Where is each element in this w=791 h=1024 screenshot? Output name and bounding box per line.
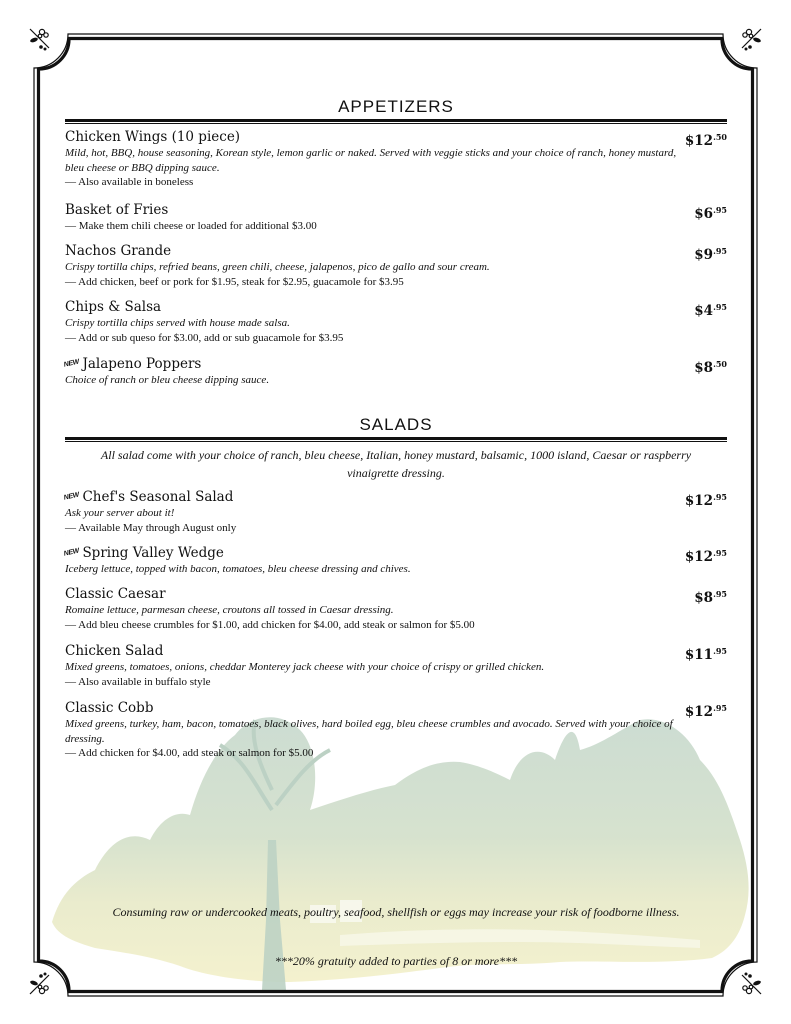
item-description: Crispy tortilla chips served with house made salsa. <box>65 317 290 329</box>
item-note: — Also available in boneless <box>65 176 194 188</box>
item-name: Chips & Salsa <box>65 299 162 315</box>
item-note: — Add chicken, beef or pork for $1.95, steak for $2.95, guacamole for $3.95 <box>65 275 404 288</box>
section-divider <box>65 437 727 443</box>
item-price: $\$4^{.95}$ <box>694 302 727 319</box>
item-price: $\$9^{.95}$ <box>694 246 727 263</box>
item-price: $\$8^{.95}$ <box>694 589 727 606</box>
item-name: Nachos Grande <box>65 243 172 259</box>
menu-item-chicken-salad <box>65 643 727 690</box>
section-divider <box>65 119 727 125</box>
section-title-salads: SALADS <box>359 415 433 434</box>
new-badge: NEW <box>63 547 80 558</box>
menu-item-basket-of-fries <box>65 202 727 234</box>
menu-item-spring-valley-wedge <box>65 545 727 577</box>
item-name: Chicken Wings (10 piece) <box>65 129 241 145</box>
menu-item-jalapeno-poppers <box>65 356 727 388</box>
floral-ornament-icon <box>738 971 764 997</box>
item-price: $\$8^{.50}$ <box>694 359 727 376</box>
gratuity-note: ***20% gratuity added to parties of 8 or more*** <box>274 954 518 968</box>
item-note: — Add or sub queso for $3.00, add or sub guacamole for $3.95 <box>65 331 344 344</box>
item-description: Iceberg lettuce, topped with bacon, tomatoes, bleu cheese dressing and chives. <box>65 563 411 575</box>
item-price: $\$12^{.95}$ <box>684 492 727 509</box>
floral-ornament-icon <box>27 971 53 997</box>
salad-dressing-intro: All salad come with your choice of ranch, bleu cheese, Italian, honey mustard, balsamic, 1000 island, Caesar or raspberry vinaigrette dressing. <box>100 448 692 480</box>
item-note: — Add chicken for $4.00, add steak or salmon for $5.00 <box>65 747 314 759</box>
item-price: $\$12^{.95}$ <box>684 548 727 565</box>
menu-item-chips-salsa <box>65 299 727 346</box>
item-name: Classic Cobb <box>65 700 154 716</box>
item-name: Basket of Fries <box>65 202 169 218</box>
item-description: Mixed greens, tomatoes, onions, cheddar Monterey jack cheese with your choice of crispy or grilled chicken. <box>65 661 545 673</box>
menu-item-nachos-grande <box>65 243 727 290</box>
item-price: $\$12^{.95}$ <box>684 703 727 720</box>
item-description: Crispy tortilla chips, refried beans, green chili, cheese, jalapenos, pico de gallo and sour cream. <box>65 261 490 273</box>
food-safety-warning: Consuming raw or undercooked meats, poultry, seafood, shellfish or eggs may increase your risk of foodborne illness. <box>112 905 680 919</box>
item-note: — Make them chili cheese or loaded for additional $3.00 <box>65 220 317 232</box>
new-badge: NEW <box>63 491 80 502</box>
item-note: — Also available in buffalo style <box>65 675 211 688</box>
item-description: Mixed greens, turkey, ham, bacon, tomatoes, black olives, hard boiled egg, bleu cheese crumbles and avocado. Served with your choice of dressing. <box>65 718 673 745</box>
item-name: NEW Spring Valley Wedge <box>63 545 224 561</box>
menu-item-classic-cobb <box>65 700 727 761</box>
section-title-appetizers: APPETIZERS <box>338 97 454 116</box>
item-price: $\$6^{.95}$ <box>694 205 727 222</box>
menu-item-classic-caesar <box>65 586 727 633</box>
item-name: Chicken Salad <box>65 643 164 659</box>
item-price: $\$12^{.50}$ <box>684 132 727 149</box>
item-description: Choice of ranch or bleu cheese dipping sauce. <box>65 374 270 386</box>
item-description: Ask your server about it! <box>65 507 175 519</box>
item-description: Romaine lettuce, parmesan cheese, croutons all tossed in Caesar dressing. <box>65 604 394 616</box>
item-note: — Add bleu cheese crumbles for $1.00, add chicken for $4.00, add steak or salmon for $5.00 <box>65 618 475 631</box>
item-price: $\$11^{.95}$ <box>684 646 727 663</box>
menu-item-chicken-wings <box>65 129 727 190</box>
item-note: — Available May through August only <box>65 521 237 534</box>
item-name: NEW Jalapeno Poppers <box>63 356 202 372</box>
item-description: Mild, hot, BBQ, house seasoning, Korean style, lemon garlic or naked. Served with veggie sticks and your choice of ranch, honey mustard, bleu cheese or BBQ dipping sauce. <box>65 147 677 174</box>
item-name: Classic Caesar <box>65 586 166 602</box>
floral-ornament-icon <box>738 26 764 52</box>
menu-item-chefs-seasonal-salad <box>65 489 727 536</box>
new-badge: NEW <box>63 358 80 369</box>
floral-ornament-icon <box>27 26 53 52</box>
item-name: NEW Chef's Seasonal Salad <box>63 489 234 505</box>
